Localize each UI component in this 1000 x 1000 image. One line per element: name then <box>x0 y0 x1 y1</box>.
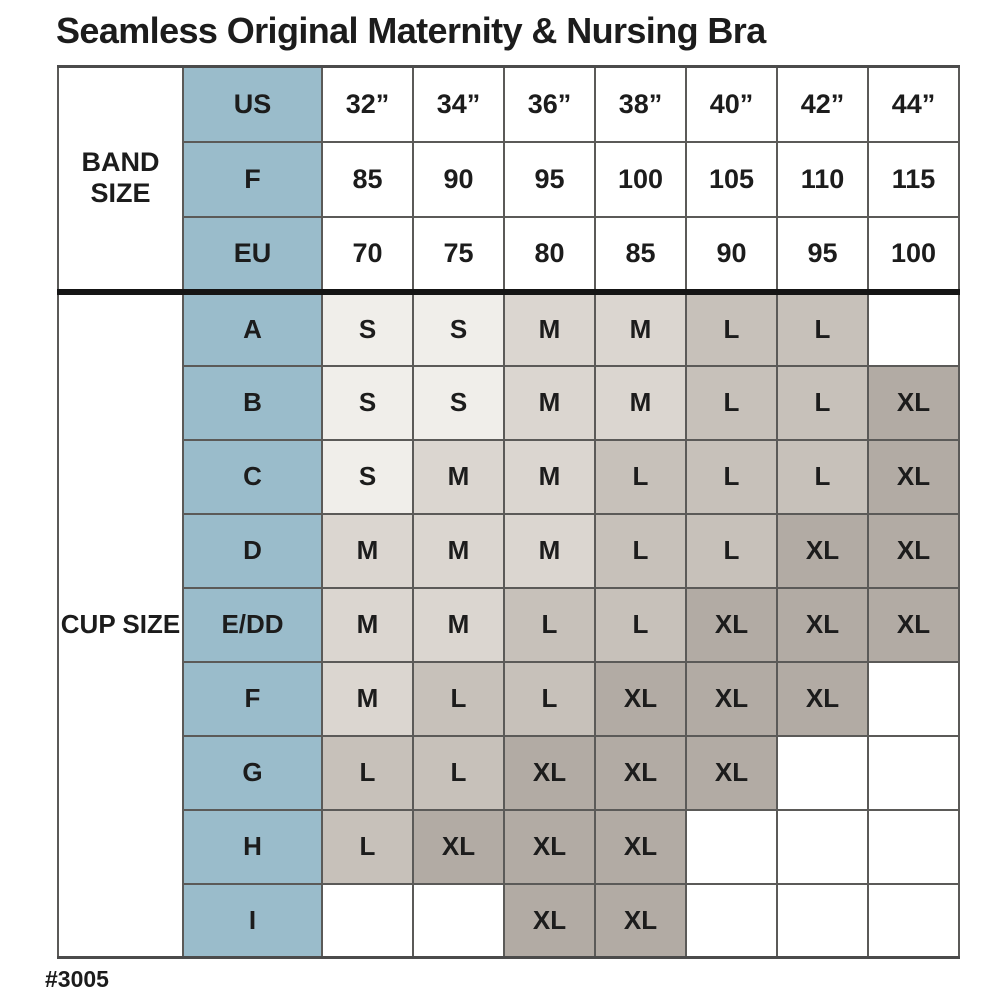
cup-size-cell: L <box>595 514 686 588</box>
band-value-cell: 42” <box>777 67 868 142</box>
cup-size-cell: L <box>595 440 686 514</box>
cup-size-cell <box>868 736 959 810</box>
band-value-cell: 36” <box>504 67 595 142</box>
cup-size-cell: S <box>413 292 504 366</box>
cup-size-cell: S <box>322 366 413 440</box>
cup-row-header: E/DD <box>183 588 322 662</box>
cup-size-cell: M <box>504 366 595 440</box>
cup-size-cell <box>686 810 777 884</box>
band-value-cell: 95 <box>777 217 868 292</box>
band-value-cell: 110 <box>777 142 868 217</box>
cup-row <box>58 292 959 366</box>
cup-size-cell: S <box>322 292 413 366</box>
cup-size-cell: L <box>322 736 413 810</box>
cup-size-cell: XL <box>413 810 504 884</box>
cup-row <box>58 736 959 810</box>
cup-size-cell: L <box>504 662 595 736</box>
cup-size-cell: L <box>504 588 595 662</box>
cup-size-cell: XL <box>686 588 777 662</box>
band-value-cell: 85 <box>322 142 413 217</box>
cup-size-cell: L <box>686 440 777 514</box>
cup-size-cell: XL <box>504 810 595 884</box>
cup-size-cell: XL <box>504 736 595 810</box>
cup-size-cell: XL <box>504 884 595 958</box>
band-value-cell: 85 <box>595 217 686 292</box>
cup-size-cell <box>322 884 413 958</box>
cup-row <box>58 884 959 958</box>
cup-size-cell <box>868 662 959 736</box>
cup-row <box>58 662 959 736</box>
cup-size-cell: XL <box>595 662 686 736</box>
cup-size-cell: M <box>595 292 686 366</box>
cup-row-header: D <box>183 514 322 588</box>
page-title: Seamless Original Maternity & Nursing Bra <box>56 10 766 51</box>
cup-row-header: C <box>183 440 322 514</box>
band-value-cell: 90 <box>413 142 504 217</box>
band-value-cell: 38” <box>595 67 686 142</box>
band-value-cell: 44” <box>868 67 959 142</box>
cup-size-section <box>58 292 959 958</box>
band-value-cell: 95 <box>504 142 595 217</box>
band-value-cell: 115 <box>868 142 959 217</box>
band-value-cell: 105 <box>686 142 777 217</box>
cup-size-cell: XL <box>595 736 686 810</box>
cup-size-cell: S <box>322 440 413 514</box>
band-value-cell: 100 <box>595 142 686 217</box>
cup-row-header: I <box>183 884 322 958</box>
cup-size-cell: L <box>686 292 777 366</box>
cup-size-cell: L <box>777 440 868 514</box>
cup-size-cell: XL <box>686 736 777 810</box>
cup-size-cell: L <box>686 366 777 440</box>
cup-size-cell: XL <box>777 588 868 662</box>
cup-size-cell: M <box>413 588 504 662</box>
band-row <box>58 142 959 217</box>
cup-size-cell <box>777 736 868 810</box>
cup-size-cell: XL <box>777 514 868 588</box>
cup-row <box>58 588 959 662</box>
cup-size-cell: L <box>413 662 504 736</box>
band-row-header: EU <box>183 217 322 292</box>
band-row <box>58 67 959 142</box>
cup-size-cell: M <box>413 440 504 514</box>
band-value-cell: 100 <box>868 217 959 292</box>
cup-row-header: B <box>183 366 322 440</box>
cup-size-cell: S <box>413 366 504 440</box>
cup-size-cell <box>413 884 504 958</box>
band-value-cell: 90 <box>686 217 777 292</box>
cup-size-cell: M <box>504 440 595 514</box>
band-value-cell: 40” <box>686 67 777 142</box>
cup-size-cell: L <box>686 514 777 588</box>
cup-size-cell: L <box>413 736 504 810</box>
band-row <box>58 217 959 292</box>
cup-size-cell: XL <box>777 662 868 736</box>
size-chart-table <box>57 65 960 959</box>
cup-size-cell: L <box>777 366 868 440</box>
cup-size-cell: M <box>413 514 504 588</box>
cup-size-cell <box>777 884 868 958</box>
cup-size-cell: XL <box>868 588 959 662</box>
cup-size-cell: M <box>322 588 413 662</box>
cup-size-cell <box>868 292 959 366</box>
cup-row <box>58 514 959 588</box>
cup-row <box>58 810 959 884</box>
cup-size-cell: M <box>504 514 595 588</box>
cup-size-cell: XL <box>686 662 777 736</box>
band-value-cell: 80 <box>504 217 595 292</box>
cup-size-cell: M <box>504 292 595 366</box>
band-value-cell: 75 <box>413 217 504 292</box>
cup-size-cell: XL <box>595 810 686 884</box>
band-value-cell: 32” <box>322 67 413 142</box>
band-value-cell: 70 <box>322 217 413 292</box>
cup-size-cell: M <box>322 662 413 736</box>
cup-size-cell <box>868 884 959 958</box>
cup-size-cell: XL <box>868 440 959 514</box>
cup-size-cell: L <box>777 292 868 366</box>
style-number: #3005 <box>45 966 109 992</box>
cup-size-cell: L <box>595 588 686 662</box>
cup-size-cell: XL <box>595 884 686 958</box>
cup-row-header: A <box>183 292 322 366</box>
cup-row-header: H <box>183 810 322 884</box>
cup-size-cell <box>868 810 959 884</box>
cup-size-label: CUP SIZE <box>58 292 183 958</box>
cup-size-cell <box>686 884 777 958</box>
band-row-header: US <box>183 67 322 142</box>
cup-size-cell: XL <box>868 366 959 440</box>
cup-size-cell: M <box>322 514 413 588</box>
cup-row <box>58 366 959 440</box>
cup-size-cell: L <box>322 810 413 884</box>
band-size-label: BAND SIZE <box>58 67 183 292</box>
cup-size-cell: M <box>595 366 686 440</box>
cup-size-cell <box>777 810 868 884</box>
cup-row-header: F <box>183 662 322 736</box>
cup-size-cell: XL <box>868 514 959 588</box>
band-value-cell: 34” <box>413 67 504 142</box>
band-row-header: F <box>183 142 322 217</box>
cup-row <box>58 440 959 514</box>
cup-row-header: G <box>183 736 322 810</box>
band-size-section <box>58 67 959 292</box>
